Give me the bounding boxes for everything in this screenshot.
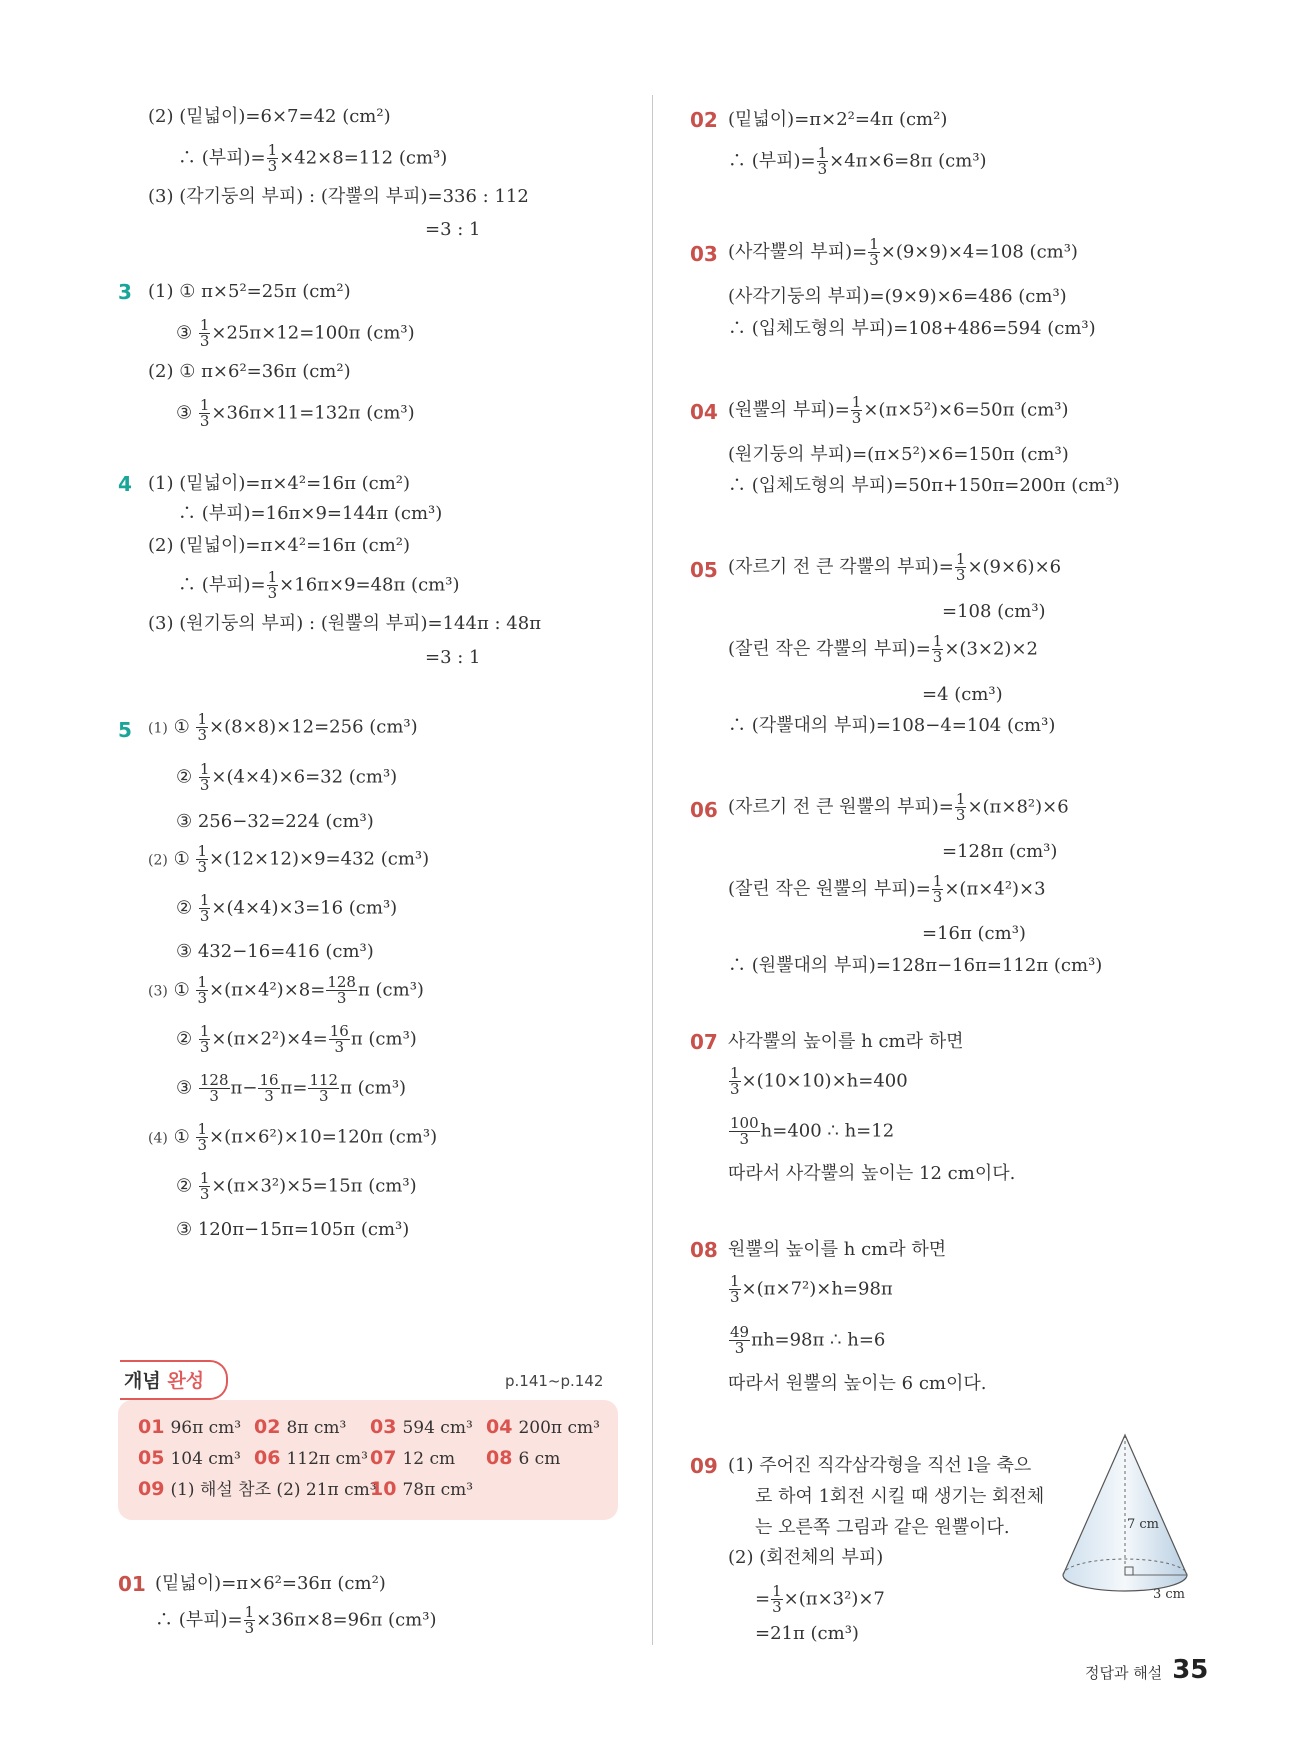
line: (2) ① π×6²=36π (cm²) xyxy=(148,361,351,382)
line: ③ $\frac{1}{3}$ ×36π×11=132π (cm³) xyxy=(176,396,415,430)
fraction: $\frac{1}{3}$ xyxy=(772,1582,782,1616)
line: ∴ (부피)= $\frac{1}{3}$ ×42×8=112 (cm³) xyxy=(178,141,448,175)
line: (2) (회전체의 부피) xyxy=(728,1547,884,1568)
line: (1) (밑넓이)=π×4²=16π (cm²) xyxy=(148,473,411,494)
question-number: 07 xyxy=(690,1030,718,1054)
line: (1) ① π×5²=25π (cm²) xyxy=(148,281,351,302)
line: =16π (cm³) xyxy=(922,923,1026,944)
cone-radius-label: 3 cm xyxy=(1153,1587,1186,1600)
question-number: 5 xyxy=(118,718,132,742)
fraction: $\frac{16}{3}$ xyxy=(259,1071,279,1105)
question-number: 09 xyxy=(690,1454,718,1478)
fraction: $\frac{1}{3}$ xyxy=(199,1169,210,1203)
line: ② $\frac{1}{3}$ ×(4×4)×3=16 (cm³) xyxy=(176,891,398,925)
line: =108 (cm³) xyxy=(942,601,1046,622)
question-number: 04 xyxy=(690,400,718,424)
line: (2) (밑넓이)=π×4²=16π (cm²) xyxy=(148,535,411,556)
fraction: $\frac{1}{3}$ xyxy=(267,141,278,175)
line: =4 (cm³) xyxy=(922,684,1003,705)
line: 는 오른쪽 그림과 같은 원뿔이다. xyxy=(755,1517,1010,1538)
line: (밑넓이)=π×6²=36π (cm²) xyxy=(155,1573,386,1594)
fraction: $\frac{1}{3}$ xyxy=(817,144,828,178)
fraction: $\frac{1}{3}$ xyxy=(244,1603,255,1637)
answer-item: 10 78π cm³ xyxy=(370,1478,474,1500)
fraction: $\frac{1}{3}$ xyxy=(955,790,966,824)
line: $\frac{1}{3}$ ×(10×10)×h=400 xyxy=(730,1064,908,1098)
line: ③ $\frac{128}{3}$ π− $\frac{16}{3}$ π= $\frac{112}{3}$ π (cm³) xyxy=(176,1071,407,1105)
question-number: 06 xyxy=(690,798,718,822)
page-number: 35 xyxy=(1172,1655,1209,1685)
fraction: $\frac{1}{3}$ xyxy=(851,393,862,427)
fraction: $\frac{1}{3}$ xyxy=(869,235,879,269)
line: 로 하여 1회전 시킬 때 생기는 회전체 xyxy=(755,1486,1045,1507)
question-number: 03 xyxy=(690,242,718,266)
line: =3 : 1 xyxy=(425,219,481,240)
line: ∴ (부피)= $\frac{1}{3}$ ×16π×9=48π (cm³) xyxy=(178,568,460,602)
fraction: $\frac{128}{3}$ xyxy=(199,1071,229,1105)
answer-item: 01 96π cm³ xyxy=(138,1416,242,1438)
fraction: $\frac{1}{3}$ xyxy=(730,1064,740,1098)
line: $\frac{1}{3}$ ×(π×7²)×h=98π xyxy=(730,1272,893,1306)
line: 따라서 원뿔의 높이는 6 cm이다. xyxy=(728,1373,987,1394)
page-footer xyxy=(1085,1655,1208,1685)
line: (3) ① $\frac{1}{3}$ ×(π×4²)×8= $\frac{128}{3}$ π (cm³) xyxy=(148,973,424,1007)
fraction: $\frac{128}{3}$ xyxy=(327,973,356,1007)
line: (자르기 전 큰 각뿔의 부피)= $\frac{1}{3}$ ×(9×6)×6 xyxy=(728,550,1062,584)
line: (1) ① $\frac{1}{3}$ ×(8×8)×12=256 (cm³) xyxy=(148,710,418,744)
answer-item: 09 (1) 해설 참조 (2) 21π cm³ xyxy=(138,1478,377,1500)
answer-item: 05 104 cm³ xyxy=(138,1447,241,1469)
line: (잘린 작은 각뿔의 부피)= $\frac{1}{3}$ ×(3×2)×2 xyxy=(728,632,1038,666)
fraction: $\frac{1}{3}$ xyxy=(199,396,210,430)
line: ② $\frac{1}{3}$ ×(4×4)×6=32 (cm³) xyxy=(176,760,398,794)
section-title: 개념 완성 xyxy=(120,1360,230,1400)
fraction: $\frac{1}{3}$ xyxy=(199,760,210,794)
question-number: 02 xyxy=(690,108,718,132)
answer-item: 08 6 cm xyxy=(486,1447,561,1469)
line: =128π (cm³) xyxy=(942,841,1058,862)
fraction: $\frac{1}{3}$ xyxy=(199,891,210,925)
cone-figure xyxy=(1055,1430,1195,1600)
fraction: $\frac{1}{3}$ xyxy=(932,872,943,906)
line: (밑넓이)=π×2²=4π (cm²) xyxy=(728,109,948,130)
line: 따라서 사각뿔의 높이는 12 cm이다. xyxy=(728,1163,1016,1184)
cone-height-label: 7 cm xyxy=(1127,1517,1160,1532)
line: = $\frac{1}{3}$ ×(π×3²)×7 xyxy=(755,1582,885,1616)
answer-item: 06 112π cm³ xyxy=(254,1447,368,1469)
fraction: $\frac{1}{3}$ xyxy=(197,1120,207,1154)
line: (3) (원기둥의 부피) : (원뿔의 부피)=144π : 48π xyxy=(148,613,542,634)
question-number: 01 xyxy=(118,1572,146,1596)
fraction: $\frac{16}{3}$ xyxy=(329,1022,349,1056)
question-number: 08 xyxy=(690,1238,718,1262)
line: $\frac{100}{3}$ h=400 ∴ h=12 xyxy=(730,1114,895,1148)
line: ③ 256−32=224 (cm³) xyxy=(176,811,374,832)
answer-item: 02 8π cm³ xyxy=(254,1416,347,1438)
line: $\frac{49}{3}$ πh=98π ∴ h=6 xyxy=(730,1323,886,1357)
footer-label: 정답과 해설 xyxy=(1085,1664,1163,1682)
page-range: p.141~p.142 xyxy=(505,1372,604,1390)
line: (사각기둥의 부피)=(9×9)×6=486 (cm³) xyxy=(728,286,1067,307)
fraction: $\frac{1}{3}$ xyxy=(199,1022,210,1056)
line: ③ 120π−15π=105π (cm³) xyxy=(176,1219,410,1240)
line: ∴ (입체도형의 부피)=50π+150π=200π (cm³) xyxy=(728,475,1120,496)
fraction: $\frac{100}{3}$ xyxy=(730,1114,759,1148)
answer-item: 04 200π cm³ xyxy=(486,1416,600,1438)
line: ② $\frac{1}{3}$ ×(π×2²)×4= $\frac{16}{3}$ π (cm³) xyxy=(176,1022,417,1056)
line: ∴ (원뿔대의 부피)=128π−16π=112π (cm³) xyxy=(728,955,1103,976)
fraction: $\frac{1}{3}$ xyxy=(199,316,210,350)
line: (사각뿔의 부피)= $\frac{1}{3}$ ×(9×9)×4=108 (cm³) xyxy=(728,235,1078,269)
fraction: $\frac{1}{3}$ xyxy=(267,568,278,602)
line: (원뿔의 부피)= $\frac{1}{3}$ ×(π×5²)×6=50π (cm³) xyxy=(728,393,1069,427)
line: ③ 432−16=416 (cm³) xyxy=(176,941,374,962)
question-number: 4 xyxy=(118,472,132,496)
line: 원뿔의 높이를 h cm라 하면 xyxy=(728,1239,947,1260)
line: ③ $\frac{1}{3}$ ×25π×12=100π (cm³) xyxy=(176,316,415,350)
answer-item: 03 594 cm³ xyxy=(370,1416,473,1438)
line: ∴ (부피)= $\frac{1}{3}$ ×36π×8=96π (cm³) xyxy=(155,1603,437,1637)
fraction: $\frac{1}{3}$ xyxy=(932,632,943,666)
fraction: $\frac{1}{3}$ xyxy=(730,1272,740,1306)
line: (2) ① $\frac{1}{3}$ ×(12×12)×9=432 (cm³) xyxy=(148,842,430,876)
line: 사각뿔의 높이를 h cm라 하면 xyxy=(728,1031,964,1052)
question-number: 3 xyxy=(118,280,132,304)
line: ∴ (부피)=16π×9=144π (cm³) xyxy=(178,503,443,524)
fraction: $\frac{1}{3}$ xyxy=(197,710,207,744)
line: ② $\frac{1}{3}$ ×(π×3²)×5=15π (cm³) xyxy=(176,1169,417,1203)
line: (3) (각기둥의 부피) : (각뿔의 부피)=336 : 112 xyxy=(148,186,529,207)
fraction: $\frac{49}{3}$ xyxy=(730,1323,750,1357)
answer-item: 07 12 cm xyxy=(370,1447,456,1469)
line: (1) 주어진 직각삼각형을 직선 l을 축으 xyxy=(728,1455,1032,1476)
line: (4) ① $\frac{1}{3}$ ×(π×6²)×10=120π (cm³) xyxy=(148,1120,438,1154)
line: ∴ (입체도형의 부피)=108+486=594 (cm³) xyxy=(728,318,1096,339)
answer-summary-box xyxy=(118,1400,618,1520)
line: (잘린 작은 원뿔의 부피)= $\frac{1}{3}$ ×(π×4²)×3 xyxy=(728,872,1046,906)
fraction: $\frac{1}{3}$ xyxy=(197,973,207,1007)
fraction: $\frac{112}{3}$ xyxy=(309,1071,339,1105)
line: (자르기 전 큰 원뿔의 부피)= $\frac{1}{3}$ ×(π×8²)×6 xyxy=(728,790,1069,824)
line: ∴ (부피)= $\frac{1}{3}$ ×4π×6=8π (cm³) xyxy=(728,144,987,178)
line: =3 : 1 xyxy=(425,647,481,668)
line: (원기둥의 부피)=(π×5²)×6=150π (cm³) xyxy=(728,444,1069,465)
line: =21π (cm³) xyxy=(755,1623,859,1644)
fraction: $\frac{1}{3}$ xyxy=(955,550,966,584)
line: (2) (밑넓이)=6×7=42 (cm²) xyxy=(148,106,391,127)
line: ∴ (각뿔대의 부피)=108−4=104 (cm³) xyxy=(728,715,1056,736)
question-number: 05 xyxy=(690,558,718,582)
column-divider xyxy=(652,95,653,1645)
fraction: $\frac{1}{3}$ xyxy=(197,842,207,876)
